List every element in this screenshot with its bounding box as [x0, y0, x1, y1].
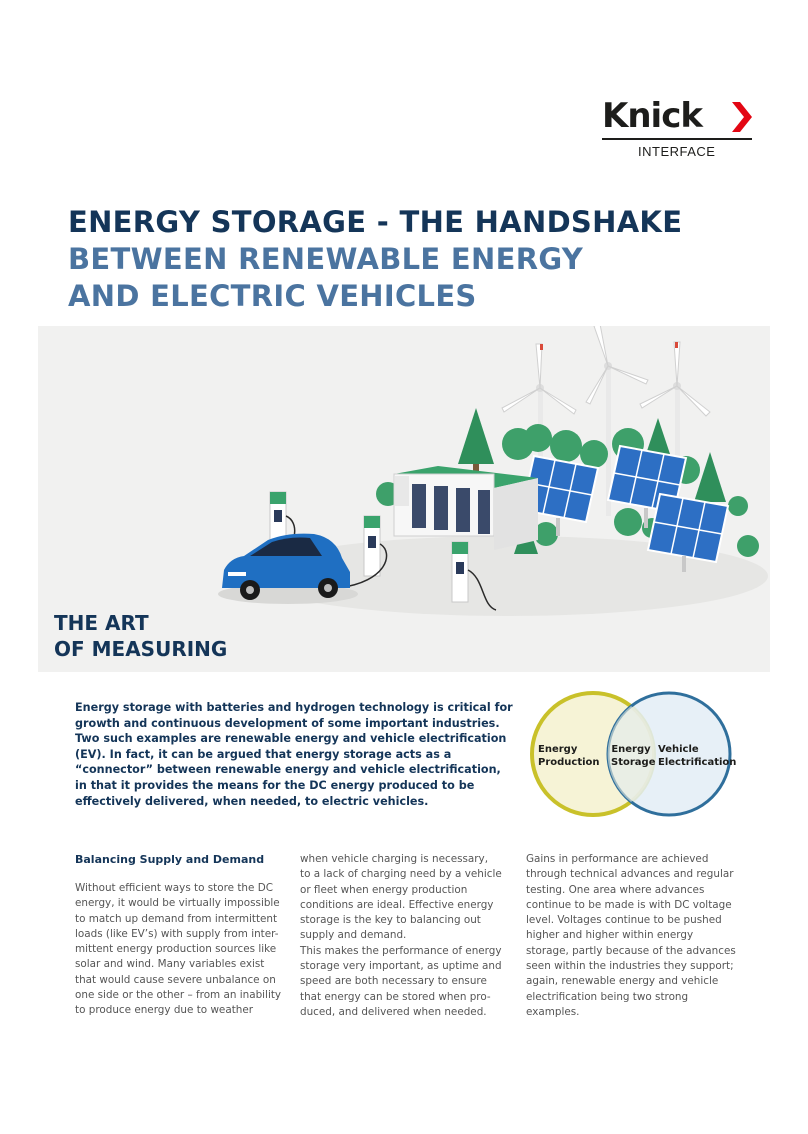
- venn-label-electrification: Vehicle Electrification: [658, 744, 737, 768]
- title-line-2: BETWEEN RENEWABLE ENERGY: [68, 242, 584, 276]
- logo-subline: INTERFACE: [638, 144, 716, 159]
- column-3-text: Gains in performance are achieved through technical advances and regular testing. One area where advances continue to be made is with DC voltage level. Voltages continue to be pushed higher and higher within energy storage, partly because of the advances seen within the industries they support; again, renewable energy and vehicle electrification being two strong examples.: [526, 853, 736, 1018]
- title-line-1: ENERGY STORAGE - THE HANDSHAKE: [68, 205, 683, 239]
- tagline-line-2: OF MEASURING: [54, 637, 228, 661]
- electric-car-icon: [218, 534, 358, 604]
- body-column-3: [526, 852, 738, 1020]
- body-column-2: [300, 852, 512, 1020]
- title-line-3: AND ELECTRIC VEHICLES: [68, 279, 477, 313]
- intro-paragraph: Energy storage with batteries and hydrogen technology is critical for growth and continuous development of some important industries. Two such examples are renewable energy and vehicle electrification (EV). In fact, it can be argued that energy storage acts as a “connector” between renewable energy and vehicle electrification, in that it provides the means for the DC energy produced to be effectively delivered, when needed, to electric vehicles.: [75, 701, 513, 808]
- section-heading: Balancing Supply and Demand: [75, 853, 265, 866]
- page-title: [68, 204, 682, 315]
- knick-logo: [602, 96, 752, 159]
- hero-tagline: [54, 610, 227, 662]
- body-column-1: [75, 852, 287, 1019]
- column-1-text: Without efficient ways to store the DC energy, it would be virtually impossible to match up demand from intermittent loads (like EV’s) with supply from inter- mittent energy production sources like solar and wind. Many variables exist that would cause severe unbalance on one side or the other – from an inability to produce energy due to weather: [75, 882, 282, 1017]
- logo-divider: [602, 138, 752, 140]
- column-2-text: when vehicle charging is necessary, to a lack of charging need by a vehicle or fleet when energy production conditions are ideal. Effective energy storage is the key to balancing out supply and demand. This makes the performance of energy storage very important, as uptime and speed are both necessary to ensure that energy can be stored when pro- duced, and delivered when needed.: [300, 853, 502, 1018]
- logo-wordmark: Knick: [602, 96, 702, 136]
- venn-label-storage: Energy Storage: [611, 744, 656, 768]
- chevron-right-icon: [730, 102, 752, 132]
- hero-illustration: [38, 326, 770, 672]
- venn-label-production: Energy Production: [538, 744, 600, 768]
- tagline-line-1: THE ART: [54, 611, 149, 635]
- venn-diagram: [525, 690, 740, 825]
